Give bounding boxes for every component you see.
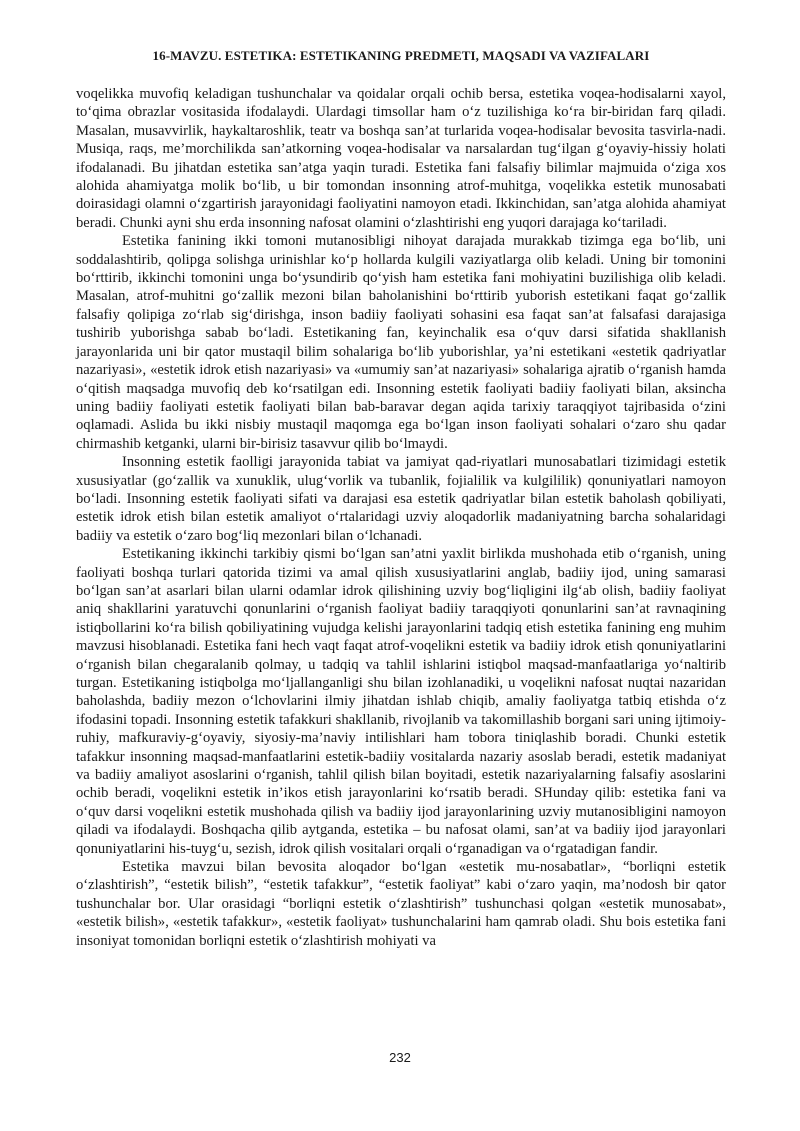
body-text — [76, 85, 726, 950]
paragraph: Estetika fanining ikki tomoni mutanosibligi nihoyat darajada murakkab tizimga ega bo‘lib, uni soddalashtirib, qolipga solishga urinishlar ko‘p hollarda kulgili vaziyatlarga olib keladi. Uning bir tomonini bo‘rttirib, ikkinchi tomonini unga bo‘ysundirib qo‘yish ham estetika fani mohiyatini buzilishiga olib keladi. Masalan, atrof-muhitni go‘zallik mezoni bilan baholanishini bo‘rttirib yuborish estetikani faqat go‘zallik falsafiy qolipiga zo‘rlab sig‘dirishga, inson badiiy faoliyati sohasini esa faqat san’at falsafasi darajasiga tushirib yuborishga sabab bo‘ladi. Estetikaning fan, keyinchalik esa o‘quv darsi sifatida shakllanish jarayonlarida uni bir qator mustaqil bilim sohalariga bo‘lib yuborishlar, ya’ni estetikani «estetik qadriyatlar nazariyasi», «estetik idrok etish nazariyasi» va «umumiy san’at nazariyasi» sohalariga ajratib o‘rganish hamda o‘qitish maqsadga muvofiq deb ko‘rsatilgan edi. Insonning estetik faoliyati badiiy faoliyati bilan, aksincha uning badiiy faoliyati estetik faoliyati bilan bab-baravar degan aqida tarixiy taraqqiyot tajribasida o‘zini oqlamadi. Aslida bu ikki nisbiy mustaqil maqomga ega bo‘lgan inson faoliyati sohalari o‘zaro shu qadar chirmashib ketganki, ularni bir-birisiz tasavvur qilib bo‘lmaydi. — [76, 233, 726, 452]
paragraph: Estetika mavzui bilan bevosita aloqador bo‘lgan «estetik mu-nosabatlar», “borliqni estetik o‘zlashtirish”, “estetik bilish”, “estetik tafakkur”, “estetik faoliyat” kabi o‘zaro yaqin, ma’nodosh bir qator tushunchalar bor. Ular orasidagi “borliqni estetik o‘zlashtirish” tushunchasi qolgan «estetik munosabat», «estetik bilish», «estetik tafakkur», «estetik faoliyat» tushunchalarini ham qamrab oladi. Shu bois estetika fani insoniyat tomonidan borliqni estetik o‘zlashtirish mohiyati va — [76, 859, 726, 949]
paragraph: Estetikaning ikkinchi tarkibiy qismi bo‘lgan san’atni yaxlit birlikda mushohada etib o‘rganish, uning faoliyati boshqa turlari qatorida tizimi va amal qilish xususiyatlarini anglab, badiiy ijod, uning samarasi bo‘lgan san’at asarlari bilan ularni odamlar idrok qilishining uzviy bog‘liqligini ilg‘ab olish, badiiy faoliyat aniq shakllarini yaratuvchi qonunlarini o‘rganish faoliyat badiiy taraqqiyoti qonunlarini san’at ravnaqining istiqbollarini ko‘ra bilish qobiliyatining vujudga kelishi jarayonlarini tadqiq etish estetika fanining eng muhim mavzusi hisoblanadi. Estetika fani hech vaqt faqat atrof-voqelikni estetik va badiiy idrok etish qonuniyatlarini o‘rganish bilan chegaralanib qolmay, u tadqiq va tahlil ishlarini istiqbol maqsad-manfaatlariga yo‘naltirib turgan. Estetikaning istiqbolga mo‘ljallanganligi shu bilan izohlanadiki, u voqelikni nafosat nuqtai nazaridan baholashda, badiiy mezon o‘lchovlarini ilmiy jihatdan ishlab chiqib, amaliy faoliyatga tatbiq etishda o‘z ifodasini topadi. Insonning estetik tafakkuri shakllanib, rivojlanib va takomillashib borgani sari uning ijtimoiy-ruhiy, mafkuraviy-g‘oyaviy, siyosiy-ma’naviy intilishlari ham tobora tiniqlashib boradi. Chunki estetik tafakkur insonning maqsad-manfaatlarini estetik-badiiy vositalarda nazariy asoslab beradi, estetik madaniyat va badiiy amaliyot asoslarini o‘rganish, tahlil qilish bilan boyitadi, estetik nazariyalarning falsafiy asoslarini ochib beradi, voqelikni estetik in’ikos etish jarayonlarini ko‘rsatib beradi. SHunday qilib: estetika fani va o‘quv darsi voqelikni estetik mushohada qilish va badiiy ijod jarayonlarining uzviy mutanosibligini namoyon qiladi va ifodalaydi. Boshqacha qilib aytganda, estetika – bu nafosat olami, san’at va badiiy ijod jarayonlari qonuniyatlarini his-tuyg‘u, sezish, idrok qilish vositalari orqali o‘rganadigan va o‘rgatadigan fandir. — [76, 546, 726, 857]
paragraph-continued: voqelikka muvofiq keladigan tushunchalar va qoidalar orqali ochib bersa, estetika voqea-hodisalarni xayol, to‘qima obrazlar vositasida ifodalaydi. Ulardagi timsollar ham o‘z tuzilishiga ko‘ra bir-biridan farq qiladi. Masalan, musavvirlik, haykaltaroshlik, teatr va boshqa san’at turlarida voqea-hodisalar bevosita tasvirla-nadi. Musiqa, raqs, me’morchilikda san’atkorning voqea-hodisalar va narsalardan tug‘ilgan g‘oyaviy-hissiy holati ifodalanadi. Bu jihatdan estetika san’atga yaqin turadi. Estetika fani falsafiy bilimlar majmuida o‘ziga xos alohida ahamiyatga molik bo‘lib, u bir tomondan insonning atrof-muhitga, voqelikka estetik munosabati doirasidagi olamni o‘zgartirish jarayonidagi faoliyatini namoyon etadi. Ikkinchidan, san’atga alohida ahamiyat beradi. Chunki ayni shu erda insonning nafosat olamini o‘zlashtirishi eng yuqori darajaga ko‘tariladi. — [76, 86, 726, 231]
page-number: 232 — [389, 1050, 411, 1065]
running-header: 16-MAVZU. ESTETIKA: ESTETIKANING PREDMETI, MAQSADI VA VAZIFALARI — [152, 48, 650, 63]
document-page — [76, 0, 726, 950]
paragraph: Insonning estetik faolligi jarayonida tabiat va jamiyat qad-riyatlari munosabatlari tizimidagi estetik xususiyatlar (go‘zallik va xunuklik, ulug‘vorlik va tubanlik, fojialilik va kulgililik) qonuniyatlari namoyon bo‘ladi. Insonning estetik faoliyati sifati va darajasi esa estetik qadriyatlar bilan estetik baholash qobiliyati, estetik idrok etish bilan estetik amaliyot o‘rtalaridagi uzviy aloqadorlik madaniyatning barcha sohalaridagi badiiy va estetik o‘zaro bog‘liq mezonlari bilan o‘lchanadi. — [76, 454, 726, 544]
